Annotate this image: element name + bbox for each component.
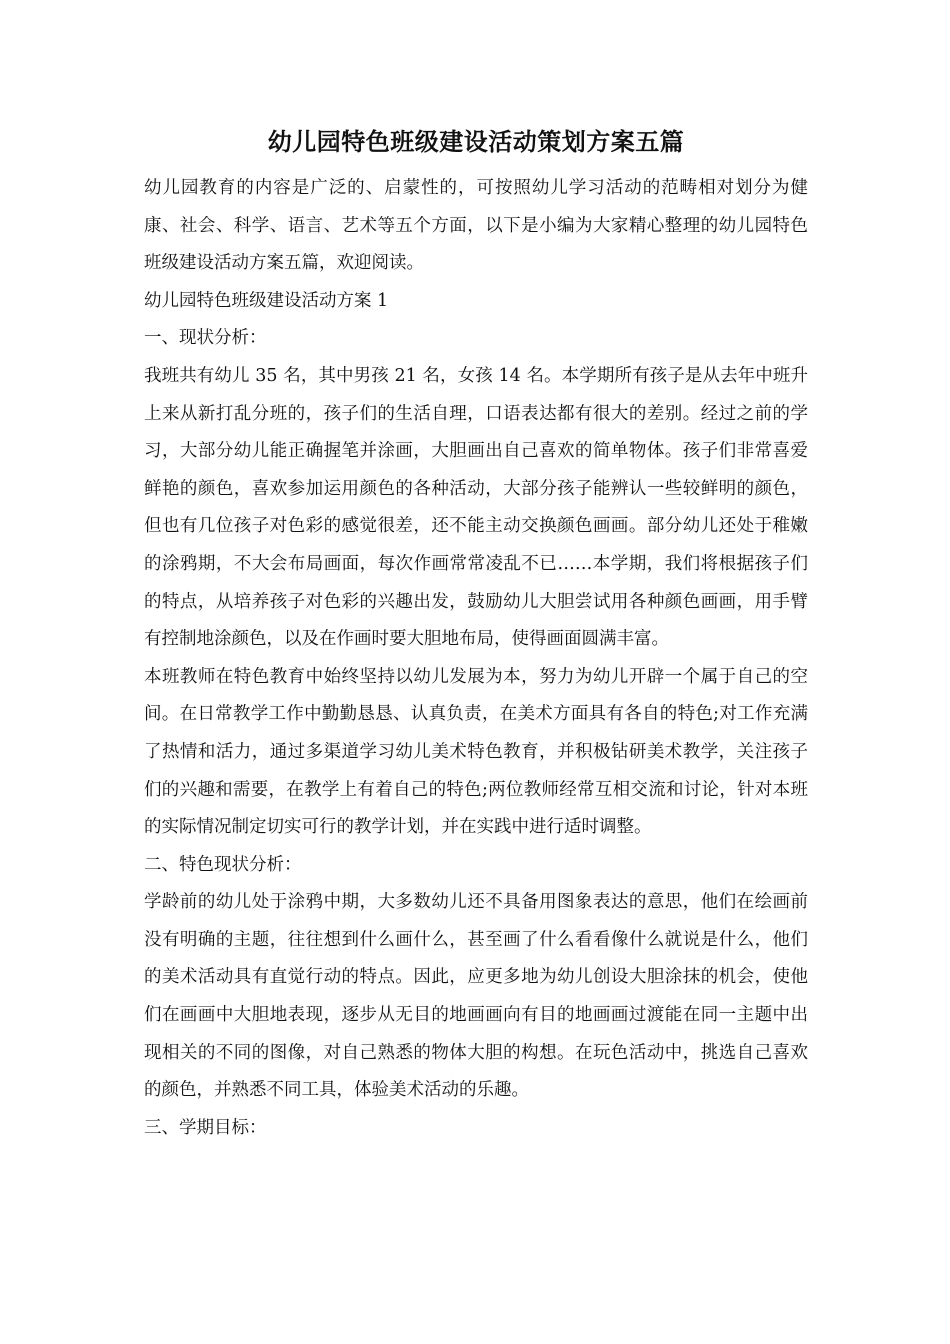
section-heading-plan-1: 幼儿园特色班级建设活动方案 1	[144, 290, 389, 311]
section-heading-feature-analysis: 二、特色现状分析：	[144, 854, 302, 875]
intro-paragraph: 幼儿园教育的内容是广泛的、启蒙性的，可按照幼儿学习活动的范畴相对划分为健康、社会、科学、语言、艺术等五个方面，以下是小编为大家精心整理的幼儿园特色班级建设活动方案五篇，欢迎阅读。	[144, 178, 808, 274]
body-paragraph: 我班共有幼儿 35 名，其中男孩 21 名，女孩 14 名。本学期所有孩子是从去年中班升上来从新打乱分班的，孩子们的生活自理，口语表达都有很大的差别。经过之前的学习，大部分幼儿能正确握笔并涂画，大胆画出自己喜欢的简单物体。孩子们非常喜爱鲜艳的颜色，喜欢参加运用颜色的各种活动，大部分孩子能辨认一些较鲜明的颜色，但也有几位孩子对色彩的感觉很差，还不能主动交换颜色画画。部分幼儿还处于稚嫩的涂鸦期，不大会布局画面，每次作画常常凌乱不已……本学期，我们将根据孩子们的特点，从培养孩子对色彩的兴趣出发，鼓励幼儿大胆尝试用各种颜色画画，用手臂有控制地涂颜色，以及在作画时要大胆地布局，使得画面圆满丰富。	[144, 365, 808, 650]
section-heading-semester-goals: 三、学期目标：	[144, 1117, 267, 1138]
body-paragraph: 本班教师在特色教育中始终坚持以幼儿发展为本，努力为幼儿开辟一个属于自己的空间。在日常教学工作中勤勤恳恳、认真负责，在美术方面具有各自的特色;对工作充满了热情和活力，通过多渠道学习幼儿美术特色教育，并积极钻研美术教学，关注孩子们的兴趣和需要，在教学上有着自己的特色;两位教师经常互相交流和讨论，针对本班的实际情况制定切实可行的教学计划，并在实践中进行适时调整。	[144, 666, 808, 838]
body-paragraph: 学龄前的幼儿处于涂鸦中期，大多数幼儿还不具备用图象表达的意思，他们在绘画前没有明确的主题，往往想到什么画什么，甚至画了什么看看像什么就说是什么，他们的美术活动具有直觉行动的特点。因此，应更多地为幼儿创设大胆涂抹的机会，使他们在画画中大胆地表现，逐步从无目的地画画向有目的地画画过渡能在同一主题中出现相关的不同的图像，对自己熟悉的物体大胆的构想。在玩色活动中，挑选自己喜欢的颜色，并熟悉不同工具，体验美术活动的乐趣。	[144, 892, 808, 1101]
document-page	[144, 124, 808, 1147]
section-heading-status-analysis: 一、现状分析：	[144, 328, 267, 349]
document-title: 幼儿园特色班级建设活动策划方案五篇	[267, 127, 685, 156]
